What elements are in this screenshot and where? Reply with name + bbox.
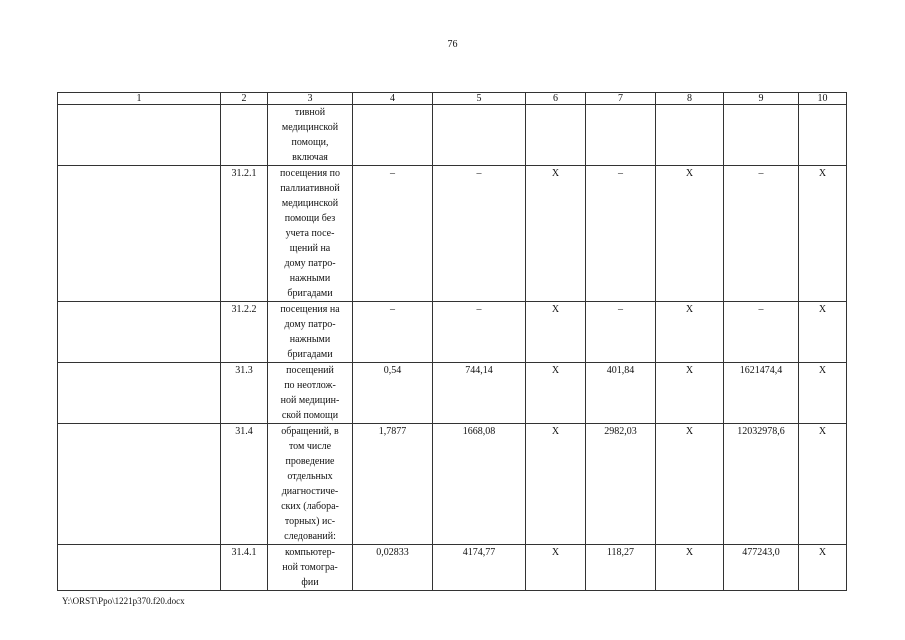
table-cell-col1	[58, 105, 221, 166]
table-cell-col9: 477243,0	[724, 545, 799, 591]
table-row	[58, 424, 847, 545]
table-row	[58, 105, 847, 166]
table-cell-col5: –	[433, 302, 526, 363]
table-cell-col4: –	[353, 166, 433, 302]
table-cell-col1	[58, 363, 221, 424]
table-cell-col2	[221, 105, 268, 166]
table-cell-col3: посещения на дому патро- нажными бригадами	[268, 302, 353, 363]
header-cell-10: 10	[799, 93, 847, 105]
table-cell-col9	[724, 105, 799, 166]
header-cell-8: 8	[656, 93, 724, 105]
table-cell-col6: Х	[526, 166, 586, 302]
table-cell-col2: 31.4	[221, 424, 268, 545]
table-cell-col7: –	[586, 166, 656, 302]
table-cell-col10: Х	[799, 424, 847, 545]
table-cell-col3: компьютер- ной томогра- фии	[268, 545, 353, 591]
header-cell-3: 3	[268, 93, 353, 105]
table-cell-col5	[433, 105, 526, 166]
table-cell-col3: посещения по паллиативной медицинской помощи без учета посе- щений на дому патро- нажными бригадами	[268, 166, 353, 302]
table-cell-col4	[353, 105, 433, 166]
data-table	[57, 92, 847, 591]
header-row	[58, 93, 847, 105]
table-cell-col1	[58, 545, 221, 591]
table-cell-col8: Х	[656, 363, 724, 424]
table-row	[58, 363, 847, 424]
table-cell-col7: 2982,03	[586, 424, 656, 545]
header-cell-5: 5	[433, 93, 526, 105]
table-cell-col7: 401,84	[586, 363, 656, 424]
table-cell-col10: Х	[799, 166, 847, 302]
table-cell-col3: обращений, в том числе проведение отдельных диагностиче- ских (лабора- торных) ис- следований:	[268, 424, 353, 545]
table-cell-col2: 31.2.2	[221, 302, 268, 363]
table-cell-col1	[58, 424, 221, 545]
table-cell-col5: –	[433, 166, 526, 302]
table-cell-col10: Х	[799, 363, 847, 424]
header-cell-7: 7	[586, 93, 656, 105]
table-cell-col7	[586, 105, 656, 166]
header-cell-9: 9	[724, 93, 799, 105]
page-number: 76	[447, 39, 458, 50]
table-cell-col2: 31.3	[221, 363, 268, 424]
table-cell-col4: 1,7877	[353, 424, 433, 545]
table-cell-col4: 0,02833	[353, 545, 433, 591]
table-cell-col9: –	[724, 302, 799, 363]
table-cell-col3: тивной медицинской помощи, включая	[268, 105, 353, 166]
table-cell-col6	[526, 105, 586, 166]
table-cell-col6: Х	[526, 545, 586, 591]
table-cell-col5: 744,14	[433, 363, 526, 424]
header-cell-6: 6	[526, 93, 586, 105]
table-row	[58, 166, 847, 302]
header-cell-4: 4	[353, 93, 433, 105]
table-cell-col5: 1668,08	[433, 424, 526, 545]
table-cell-col8	[656, 105, 724, 166]
table-cell-col7: –	[586, 302, 656, 363]
table-cell-col7: 118,27	[586, 545, 656, 591]
table-cell-col10: Х	[799, 545, 847, 591]
table-cell-col8: Х	[656, 166, 724, 302]
table-cell-col10: Х	[799, 302, 847, 363]
table-cell-col10	[799, 105, 847, 166]
table-cell-col9: 12032978,6	[724, 424, 799, 545]
table-cell-col3: посещений по неотлож- ной медицин- ской помощи	[268, 363, 353, 424]
table-cell-col6: Х	[526, 363, 586, 424]
table-row	[58, 302, 847, 363]
table-row	[58, 545, 847, 591]
header-cell-1: 1	[58, 93, 221, 105]
table-cell-col2: 31.2.1	[221, 166, 268, 302]
table-cell-col8: Х	[656, 302, 724, 363]
table-cell-col6: Х	[526, 302, 586, 363]
table-cell-col1	[58, 166, 221, 302]
table-cell-col1	[58, 302, 221, 363]
table-cell-col4: –	[353, 302, 433, 363]
file-path-footer: Y:\ORST\Ppo\1221p370.f20.docx	[62, 596, 185, 606]
table-cell-col8: Х	[656, 545, 724, 591]
table-cell-col8: Х	[656, 424, 724, 545]
table-cell-col2: 31.4.1	[221, 545, 268, 591]
table-cell-col9: 1621474,4	[724, 363, 799, 424]
header-cell-2: 2	[221, 93, 268, 105]
table-cell-col9: –	[724, 166, 799, 302]
table-cell-col5: 4174,77	[433, 545, 526, 591]
table-cell-col6: Х	[526, 424, 586, 545]
table-cell-col4: 0,54	[353, 363, 433, 424]
